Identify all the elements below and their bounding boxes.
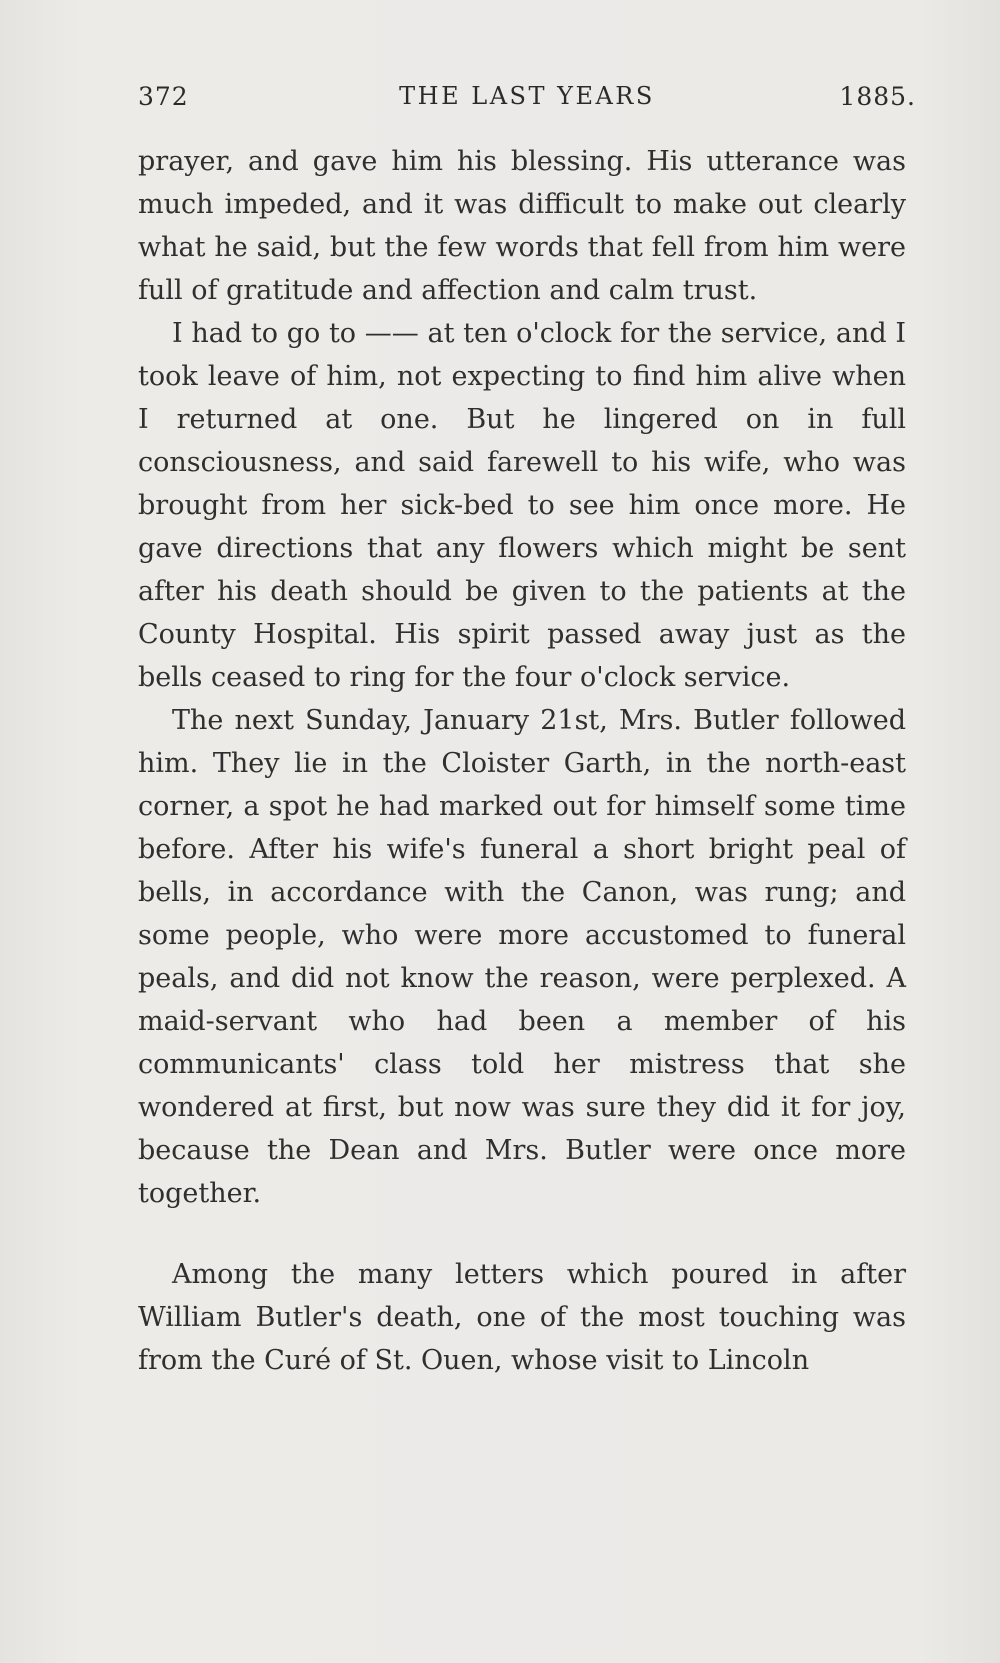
paragraph-3: The next Sunday, January 21st, Mrs. Butler followed him. They lie in the Cloister Garth, in the north-east corner, a spot he had marked out for himself some time before. After his wife's funeral a short bright peal of bells, in accordance with the Canon, was rung; and some people, who were more accustomed to funeral peals, and did not know the reason, were perplexed. A maid-servant who had been a member of his communicants' class told her mistress that she wondered at first, but now was sure they did it for joy, because the Dean and Mrs. Butler were once more together. (138, 705, 906, 1209)
running-title: THE LAST YEARS (399, 82, 655, 110)
running-header (138, 78, 916, 118)
header-year: 1885. (839, 82, 916, 111)
page-number: 372 (138, 82, 189, 111)
body-text (138, 140, 906, 1382)
paragraph-2: I had to go to —— at ten o'clock for the service, and I took leave of him, not expecting to find him alive when I returned at one. But he lingered on in full consciousness, and said farewell to his wife, who was brought from her sick-bed to see him once more. He gave directions that any flowers which might be sent after his death should be given to the patients at the County Hospital. His spirit passed away just as the bells ceased to ring for the four o'clock service. (138, 318, 906, 693)
paragraph-1: prayer, and gave him his blessing. His utterance was much impeded, and it was difficult to make out clearly what he said, but the few words that fell from him were full of gratitude and affection and calm trust. (138, 146, 906, 306)
paragraph-4: Among the many letters which poured in after William Butler's death, one of the most touching was from the Curé of St. Ouen, whose visit to Lincoln (138, 1259, 906, 1376)
